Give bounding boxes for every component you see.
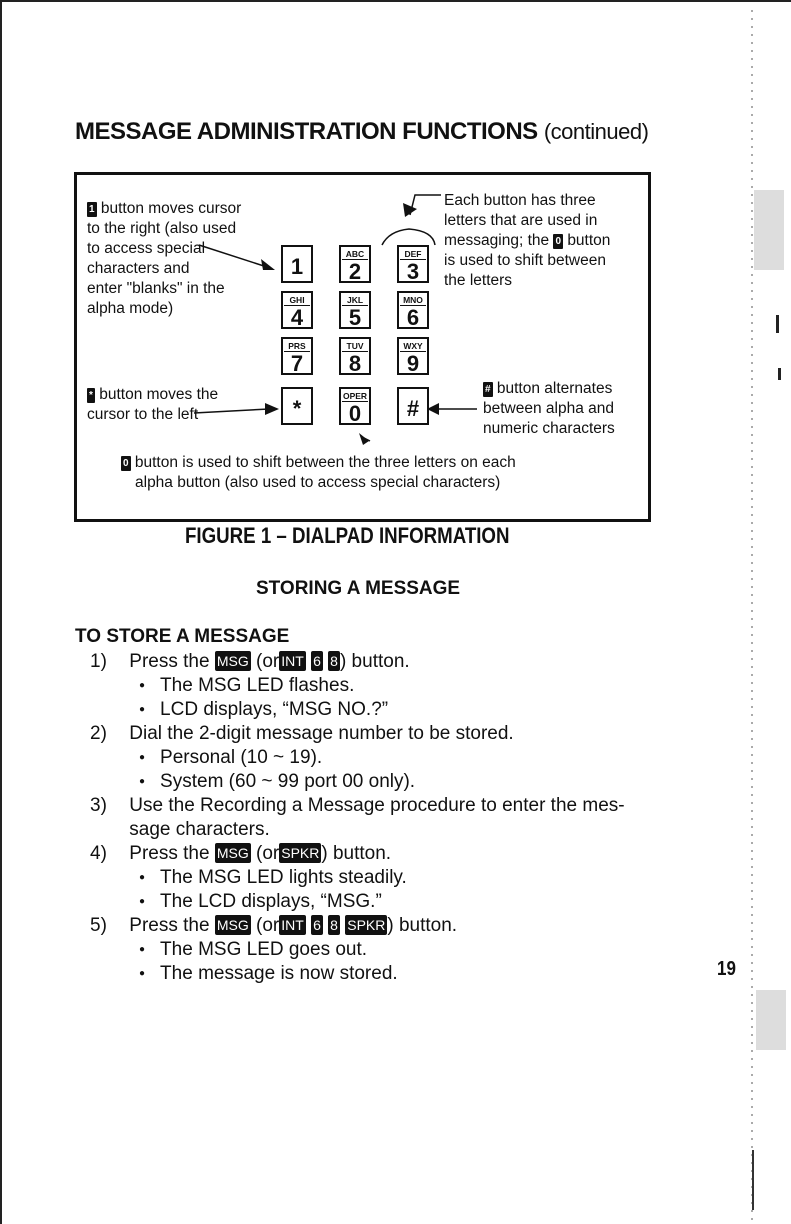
digit-8-button-icon: 8 bbox=[330, 917, 338, 933]
note-line: button moves the bbox=[99, 386, 219, 403]
note-line: button moves cursor bbox=[100, 200, 242, 217]
note-line: enter "blanks" in the bbox=[87, 280, 225, 297]
step-text: Press the bbox=[129, 651, 210, 672]
note-line: button bbox=[567, 232, 611, 249]
figure-arrows bbox=[77, 175, 648, 519]
step-number: 3) bbox=[90, 795, 107, 816]
step-number: 4) bbox=[90, 843, 107, 864]
bullet-item: ● The LCD displays, “MSG.” bbox=[139, 890, 382, 917]
step-text: Press the bbox=[129, 915, 210, 936]
key-letters: DEF bbox=[400, 249, 426, 260]
note-line: messaging; the bbox=[444, 232, 550, 249]
step-number: 2) bbox=[90, 723, 107, 744]
key-0-icon: 0 bbox=[123, 458, 129, 469]
brace-two-three bbox=[382, 229, 435, 245]
note-line: alpha button (also used to access special characters) bbox=[135, 474, 501, 491]
digit-8-button-icon: 8 bbox=[330, 653, 338, 669]
scan-margin-noise bbox=[748, 0, 791, 1224]
key-star-icon: * bbox=[89, 390, 93, 401]
key-digit: 4 bbox=[290, 305, 304, 330]
bullet-item: ● Personal (10 ~ 19). bbox=[139, 746, 322, 773]
step-number: 1) bbox=[90, 651, 107, 672]
title-continued: (continued) bbox=[543, 119, 649, 144]
key-letters: ABC bbox=[342, 249, 368, 260]
note-line: cursor to the left bbox=[87, 406, 199, 423]
digit-6-button-icon: 6 bbox=[313, 917, 321, 933]
step-5 bbox=[90, 914, 457, 938]
step-4 bbox=[90, 842, 391, 866]
key-digit: 0 bbox=[348, 401, 362, 426]
top-border bbox=[0, 0, 791, 2]
int-button-icon: INT bbox=[281, 653, 304, 669]
note-line: letters that are used in bbox=[444, 212, 598, 229]
key-digit: 3 bbox=[406, 259, 420, 284]
bullet-item: ● The MSG LED goes out. bbox=[139, 938, 367, 965]
arrowhead bbox=[427, 403, 439, 415]
key-letters: WXY bbox=[400, 341, 426, 352]
key-digit: 1 bbox=[290, 254, 304, 279]
arrowhead bbox=[265, 403, 279, 415]
key-letters: TUV bbox=[342, 341, 368, 352]
key-0-icon: 0 bbox=[555, 236, 561, 247]
note-line: to access special bbox=[87, 240, 206, 257]
section-title: TO STORE A MESSAGE bbox=[75, 626, 290, 647]
note-line: to the right (also used bbox=[87, 220, 237, 237]
note-line: Each button has three bbox=[444, 192, 596, 209]
note-line: button is used to shift between the three letters on each bbox=[134, 454, 516, 471]
bullet-item: ● The MSG LED flashes. bbox=[139, 674, 354, 701]
key-letters: OPER bbox=[342, 391, 368, 401]
step-text: ) button. bbox=[387, 915, 458, 936]
bullet-item: ● System (60 ~ 99 port 00 only). bbox=[139, 770, 415, 797]
note-line: between alpha and bbox=[483, 400, 615, 417]
digit-6-button-icon: 6 bbox=[313, 653, 321, 669]
bullet-item: ● The message is now stored. bbox=[139, 962, 398, 989]
step-text: ) button. bbox=[339, 651, 410, 672]
note-line: is used to shift between bbox=[444, 252, 606, 269]
key-digit: 8 bbox=[348, 351, 362, 376]
arrow-to-key-star bbox=[194, 409, 269, 413]
bullet-item: ● The MSG LED lights steadily. bbox=[139, 866, 407, 893]
msg-button-icon: MSG bbox=[216, 845, 249, 861]
key-1-icon: 1 bbox=[89, 204, 95, 215]
bullet-item: ● LCD displays, “MSG NO.?” bbox=[139, 698, 388, 725]
key-digit: 5 bbox=[348, 305, 362, 330]
msg-button-icon: MSG bbox=[216, 917, 249, 933]
int-button-icon: INT bbox=[281, 917, 304, 933]
step-text: (or bbox=[256, 915, 280, 936]
figure-caption: FIGURE 1 – DIALPAD INFORMATION bbox=[185, 523, 510, 548]
spkr-button-icon: SPKR bbox=[281, 845, 320, 861]
arrow-to-key-1 bbox=[199, 245, 267, 267]
step-text: sage characters. bbox=[129, 819, 270, 840]
step-number: 5) bbox=[90, 915, 107, 936]
step-text: Use the Recording a Message procedure to enter the mes- bbox=[129, 795, 625, 816]
key-digit: 2 bbox=[348, 259, 362, 284]
key-letters: JKL bbox=[342, 295, 368, 306]
step-text: Dial the 2-digit message number to be stored. bbox=[129, 723, 514, 744]
step-text: (or bbox=[256, 843, 280, 864]
note-line: alpha mode) bbox=[87, 300, 174, 317]
page-title bbox=[75, 118, 648, 146]
step-text: Press the bbox=[129, 843, 210, 864]
key-digit: * bbox=[292, 396, 302, 421]
key-letters: PRS bbox=[284, 341, 310, 352]
step-2 bbox=[90, 722, 514, 746]
step-3 bbox=[90, 794, 625, 842]
key-letters: GHI bbox=[284, 295, 310, 306]
key-digit: 9 bbox=[406, 351, 420, 376]
arrow-from-three-letters bbox=[410, 195, 441, 215]
spkr-button-icon: SPKR bbox=[347, 917, 386, 933]
left-border bbox=[0, 0, 2, 1224]
key-letters: MNO bbox=[400, 295, 426, 306]
key-digit: 6 bbox=[406, 305, 420, 330]
key-digit: 7 bbox=[290, 351, 304, 376]
note-line: the letters bbox=[444, 272, 513, 289]
page-number: 19 bbox=[717, 958, 736, 980]
key-hash-icon: # bbox=[485, 384, 491, 395]
dialpad-figure bbox=[74, 172, 651, 522]
note-line: characters and bbox=[87, 260, 190, 277]
title-text: MESSAGE ADMINISTRATION FUNCTIONS bbox=[75, 118, 538, 145]
step-text: ) button. bbox=[321, 843, 392, 864]
step-1 bbox=[90, 650, 410, 674]
step-text: (or bbox=[256, 651, 280, 672]
storing-heading: STORING A MESSAGE bbox=[256, 578, 461, 599]
note-line: numeric characters bbox=[483, 420, 615, 437]
msg-button-icon: MSG bbox=[216, 653, 249, 669]
arrowhead bbox=[261, 259, 275, 270]
note-line: button alternates bbox=[496, 380, 613, 397]
key-digit: # bbox=[406, 396, 420, 421]
